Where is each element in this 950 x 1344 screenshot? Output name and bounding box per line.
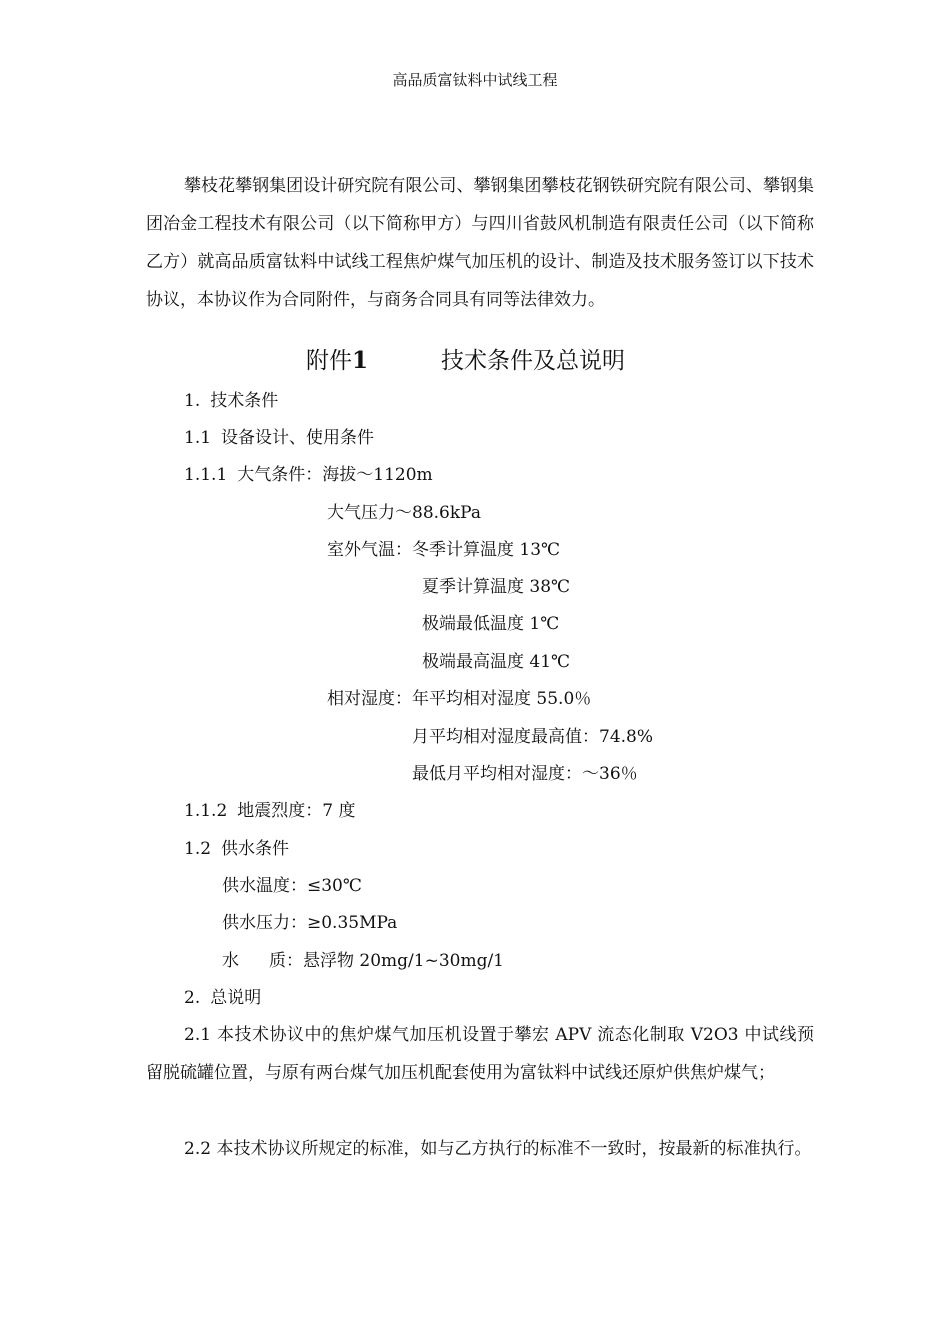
- annex-number: [306, 344, 368, 378]
- annex-prefix: 附件: [306, 348, 352, 374]
- monthly-humidity-min: 最低月平均相对湿度：～36％: [412, 764, 638, 784]
- section2-title: 总说明: [210, 988, 262, 1008]
- intro-paragraph: 攀枝花攀钢集团设计研究院有限公司、攀钢集团攀枝花钢铁研究院有限公司、攀钢集团冶金工程技术有限公司（以下简称甲方）与四川省鼓风机制造有限责任公司（以下简称乙方）就高品质富钛料中试线工程焦炉煤气加压机的设计、制造及技术服务签订以下技术协议，本协议作为合同附件，与商务合同具有同等法律效力。: [146, 176, 814, 310]
- max-temp: 极端最高温度 41℃: [422, 652, 571, 672]
- water-temp: 供水温度：≤30℃: [222, 876, 362, 896]
- water-quality-label-a: 水: [222, 951, 239, 971]
- humidity-row: [327, 687, 591, 711]
- seismic-number: 1.1.2: [184, 801, 228, 821]
- outdoor-temp-label: 室外气温：: [327, 540, 412, 560]
- water-title: 供水条件: [221, 839, 290, 859]
- annual-humidity: 年平均相对湿度 55.0％: [412, 689, 592, 709]
- page-header: 高品质富钛料中试线工程: [392, 71, 558, 89]
- section1-title: 技术条件: [210, 391, 279, 411]
- annex-title-text: 技术条件及总说明: [441, 348, 625, 374]
- min-temp: 极端最低温度 1℃: [422, 614, 560, 634]
- section2-2-paragraph: 2.2 本技术协议所规定的标准，如与乙方执行的标准不一致时，按最新的标准执行。: [184, 1139, 812, 1159]
- section2-1-paragraph: 2.1 本技术协议中的焦炉煤气加压机设置于攀宏 APV 流态化制取 V2O3 中试线预留脱硫罐位置，与原有两台煤气加压机配套使用为富钛料中试线还原炉供焦炉煤气；: [146, 1025, 814, 1083]
- water-quality-label-b: 质：悬浮物 20mg/1~30mg/1: [269, 951, 505, 971]
- section1-number: 1.: [184, 391, 201, 411]
- humidity-label: 相对湿度：: [327, 689, 412, 709]
- section2-number: 2.: [184, 988, 201, 1008]
- monthly-humidity-max: 月平均相对湿度最高值：74.8%: [412, 727, 654, 747]
- water-quality: [222, 949, 504, 973]
- outdoor-temp-row: [327, 538, 560, 562]
- annex-number-value: 1: [352, 347, 369, 374]
- atmos-heading: [184, 463, 433, 487]
- section1-heading: [184, 389, 278, 413]
- seismic-row: [184, 799, 356, 823]
- section1-1-heading: [184, 426, 374, 450]
- atmos-pressure: 大气压力～88.6kPa: [327, 503, 481, 523]
- water-number: 1.2: [184, 839, 212, 859]
- section1-1-number: 1.1: [184, 428, 212, 448]
- atmos-label: 大气条件：: [237, 465, 323, 485]
- summer-temp: 夏季计算温度 38℃: [422, 577, 571, 597]
- atmos-number: 1.1.1: [184, 465, 228, 485]
- seismic-text: 地震烈度：7 度: [237, 801, 356, 821]
- water-pressure: 供水压力：≥0.35MPa: [222, 913, 398, 933]
- water-heading: [184, 837, 289, 861]
- section2-heading: [184, 986, 261, 1010]
- atmos-altitude: 海拔～1120m: [322, 465, 433, 485]
- winter-temp: 冬季计算温度 13℃: [412, 540, 561, 560]
- section1-1-title: 设备设计、使用条件: [221, 428, 375, 448]
